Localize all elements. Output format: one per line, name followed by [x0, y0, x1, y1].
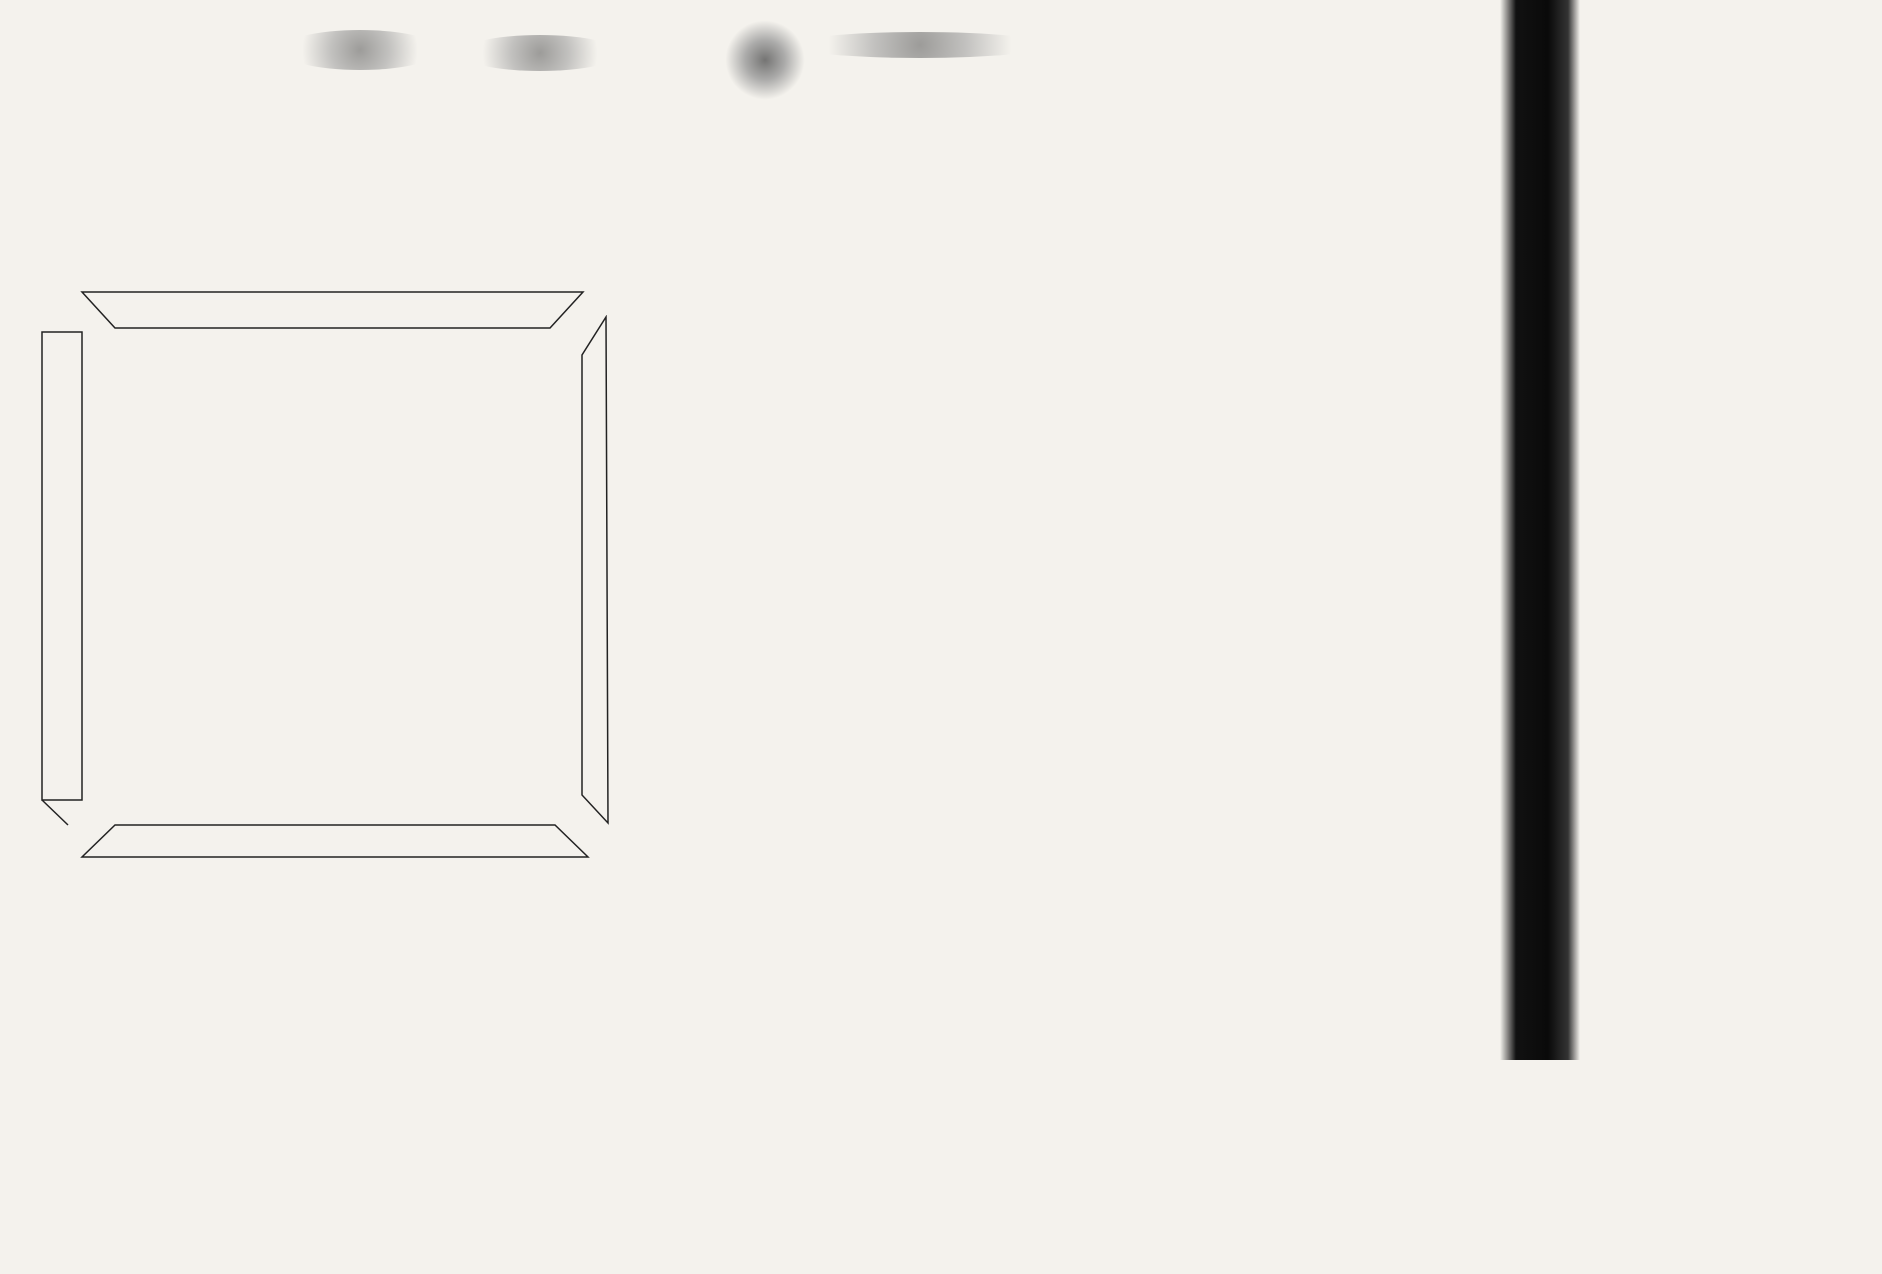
print-smudge	[790, 32, 1050, 58]
print-smudge	[725, 20, 805, 100]
bottom-parameter-strip	[115, 826, 565, 856]
print-smudge	[460, 35, 620, 71]
staggering-grid-figure	[805, 262, 1425, 872]
generative-terms-grid	[106, 352, 556, 796]
right-page	[920, 0, 1882, 1274]
print-smudge	[280, 30, 440, 70]
right-parameter-strip	[583, 350, 610, 795]
left-page	[0, 0, 920, 1274]
top-parameter-strip	[105, 292, 495, 328]
left-parameter-strip	[44, 355, 82, 800]
scan-dark-edge	[1500, 0, 1580, 1060]
